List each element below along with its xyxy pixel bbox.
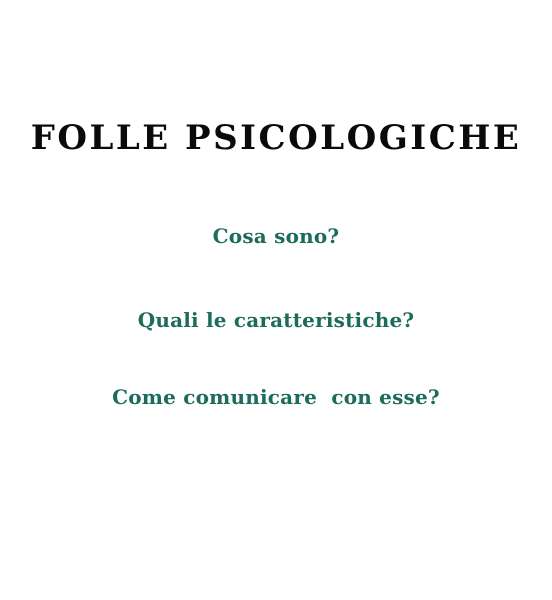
question-how-to-communicate: Come comunicare con esse? <box>112 385 440 409</box>
question-characteristics: Quali le caratteristiche? <box>137 308 415 332</box>
question-what-are-they: Cosa sono? <box>212 224 340 248</box>
page-title: FOLLE PSICOLOGICHE <box>30 118 522 158</box>
